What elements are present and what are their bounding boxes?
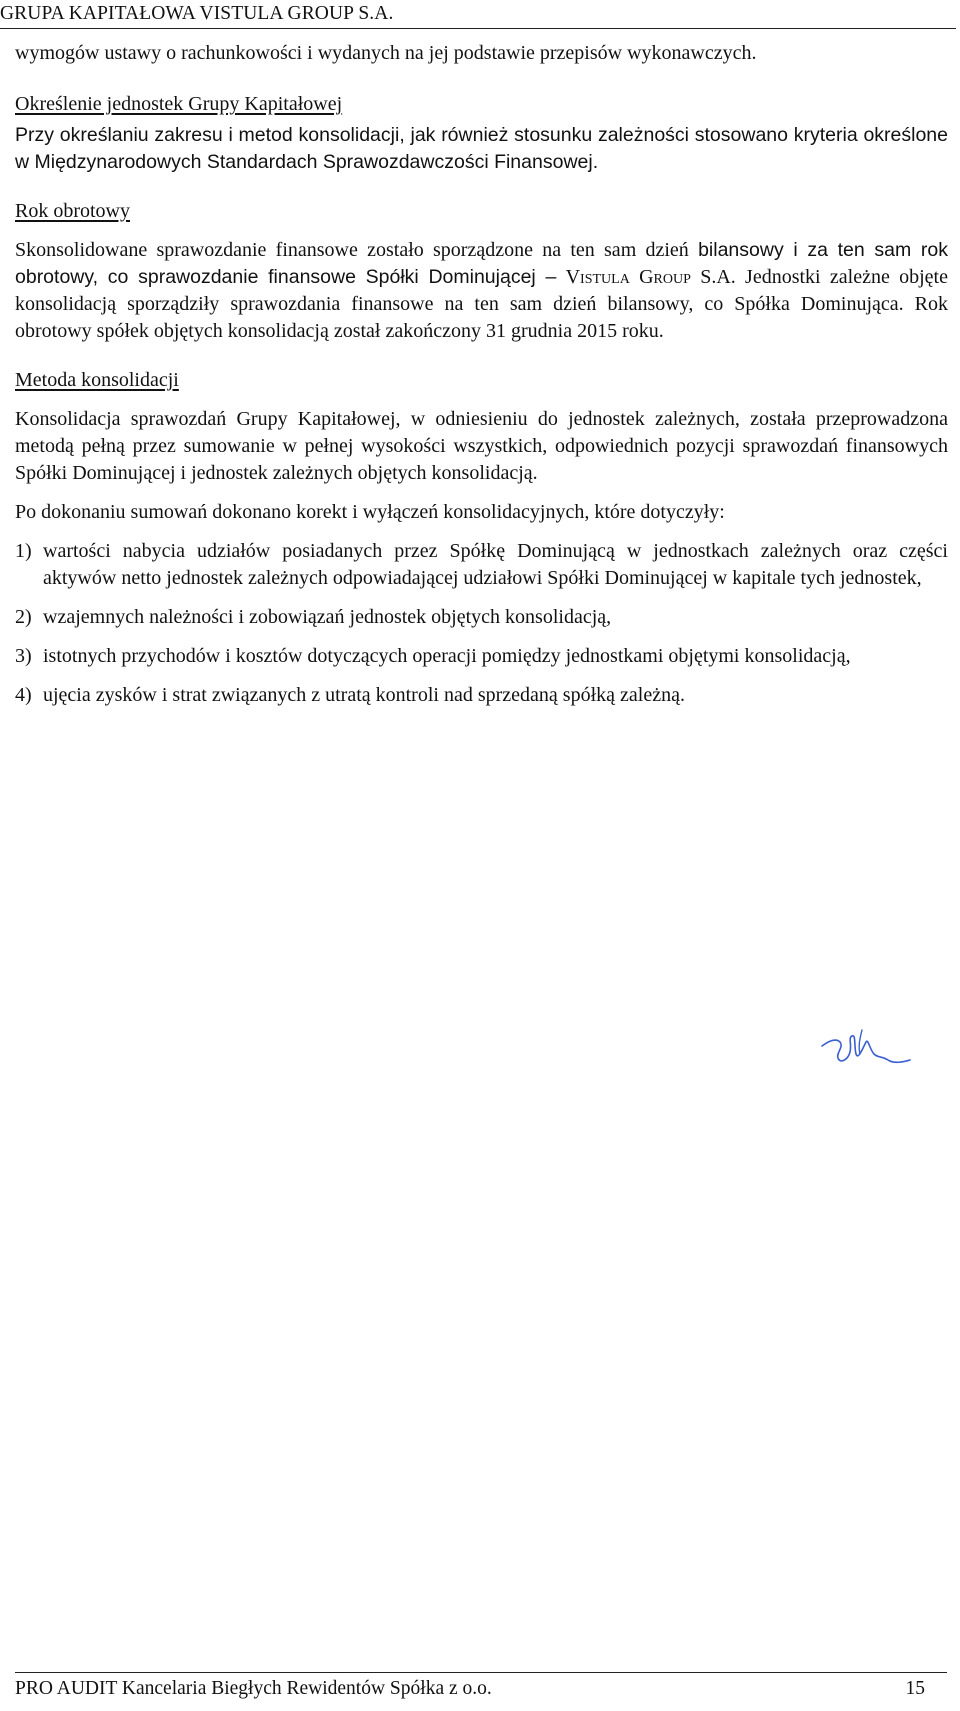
- adjustments-list: [15, 538, 948, 709]
- heading-consolidation-method: Metoda konsolidacji: [15, 369, 179, 391]
- heading-fiscal-year: Rok obrotowy: [15, 200, 130, 222]
- list-item: [15, 643, 948, 670]
- document-body: [15, 40, 948, 709]
- fiscal-year-text-b: bilansowy i za ten sam rok obrotowy, co sprawozdanie finansowe Spółki Dominującej –: [15, 239, 948, 288]
- list-item: [15, 604, 948, 631]
- list-item-text: wzajemnych należności i zobowiązań jednostek objętych konsolidacją,: [43, 606, 612, 628]
- fiscal-year-text-c: S.A. Jednostki zależne objęte konsolidacją sporządziły sprawozdania finansowe na ten sam dzień bilansowy, co Spółka Dominująca. Rok obrotowy spółek objętych konsolidacją został zakończony 31 grudnia 2015 roku.: [15, 266, 948, 342]
- list-item-number: 2): [15, 606, 32, 628]
- footer-firm-name: PRO AUDIT Kancelaria Biegłych Rewidentów Spółka z o.o.: [15, 1678, 492, 1699]
- paragraph-adjustments: Po dokonaniu sumowań dokonano korekt i wyłączeń konsolidacyjnych, które dotyczyły:: [15, 501, 725, 523]
- list-item-number: 3): [15, 645, 32, 667]
- paragraph-fiscal-year: [15, 237, 948, 345]
- list-item-text: wartości nabycia udziałów posiadanych przez Spółkę Dominującą w jednostkach zależnych oraz części aktywów netto jednostek zależnych odpowiadającej udziałowi Spółki Dominującej w kapitale tych jednostek,: [43, 540, 948, 589]
- list-item-number: 4): [15, 684, 32, 706]
- footer-rule: [15, 1672, 947, 1673]
- company-name: Vistula Group: [565, 266, 691, 288]
- list-item: [15, 538, 948, 592]
- page-number: 15: [905, 1678, 925, 1699]
- page-header: GRUPA KAPITAŁOWA VISTULA GROUP S.A.: [0, 3, 394, 24]
- paragraph-units: Przy określaniu zakresu i metod konsolidacji, jak również stosunku zależności stosowano kryteria określone w Międzynarodowych Standardach Sprawozdawczości Finansowej.: [15, 124, 948, 173]
- paragraph-consolidation-method: Konsolidacja sprawozdań Grupy Kapitałowej, w odniesieniu do jednostek zależnych, została przeprowadzona metodą pełną przez sumowanie w pełnej wysokości wszystkich, odpowiednich pozycji sprawozdań finansowych Spółki Dominującej i jednostek zależnych objętych konsolidacją.: [15, 408, 948, 484]
- signature-initials: [818, 1020, 914, 1070]
- heading-units: Określenie jednostek Grupy Kapitałowej: [15, 93, 343, 115]
- fiscal-year-text-a: Skonsolidowane sprawozdanie finansowe zostało sporządzone na ten sam dzień: [15, 239, 699, 261]
- list-item-number: 1): [15, 540, 32, 562]
- list-item: [15, 682, 948, 709]
- list-item-text: istotnych przychodów i kosztów dotyczących operacji pomiędzy jednostkami objętymi konsolidacją,: [43, 645, 851, 667]
- list-item-text: ujęcia zysków i strat związanych z utratą kontroli nad sprzedaną spółką zależną.: [43, 684, 685, 706]
- intro-paragraph: wymogów ustawy o rachunkowości i wydanych na jej podstawie przepisów wykonawczych.: [15, 42, 757, 64]
- header-rule: [0, 28, 956, 29]
- page-footer: [15, 1677, 947, 1701]
